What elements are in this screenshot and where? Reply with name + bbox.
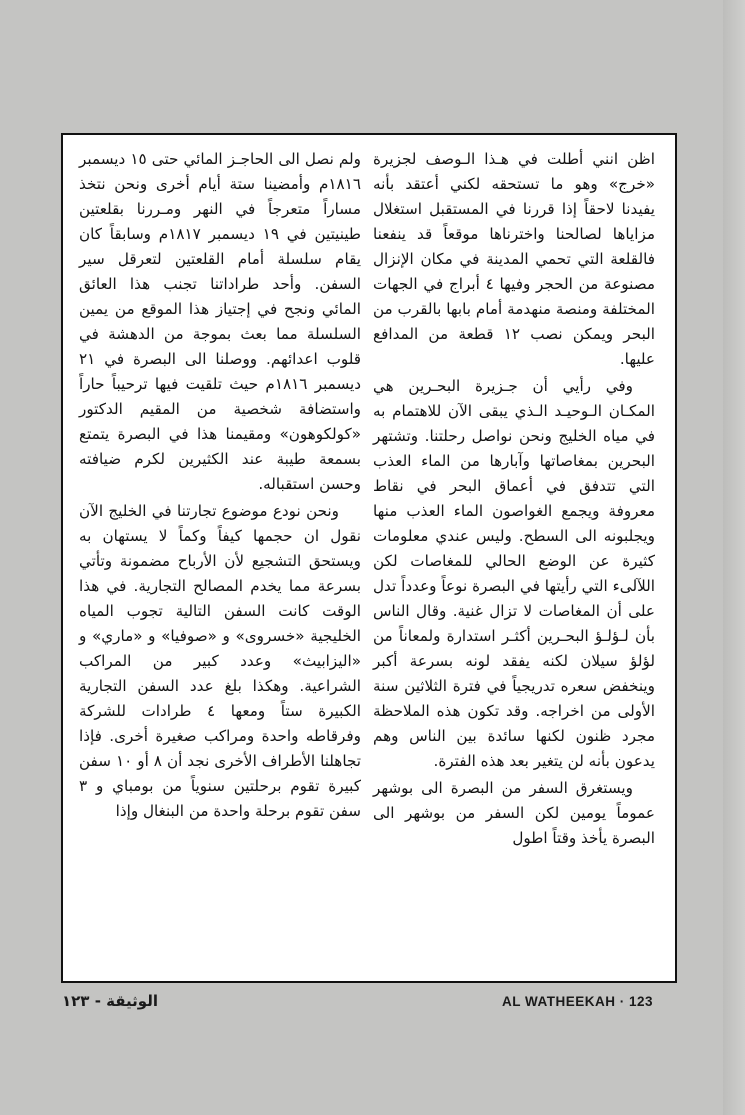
paragraph: ونحن نودع موضوع تجارتنا في الخليج الآن نقول ان حجمها كيفاً وكماً لا يستهان به ويستحق التشجيع لأن الأرباح مضمونة وتأتي بسرعة مما يخدم المصالح التجارية. في هذا الوقت كانت السفن التالية تجوب المياه الخليجية «خسروى» و «صوفيا» و «ماري» و «اليزابيث» وعدد كبير من المراكب الشراعية. وهكذا بلغ عدد السفن التجارية الكبيرة ستاً ومعها ٤ طرادات للشركة وفرقاطه واحدة ومراكب صغيرة أخرى. فإذا تجاهلنا الأطراف الأخرى نجد أن ٨ أو ١٠ سفن كبيرة تقوم برحلتين سنوياً من بومباي و ٣ سفن تقوم برحلة واحدة من البنغال وإذا	[79, 502, 361, 820]
paragraph: وفي رأيي أن جـزيرة البحـرين هي المكـان الـوحيـد الـذي يبقى الآن للاهتمام به في مياه الخليج ونحن نواصل رحلتنا. وتشتهر البحرين بمغاصاتها وآبارها من الماء العذب التي تتدفق في أعماق البحر في نقاط معروفة ويجمع الغواصون الماء العذب منها ويجلبونه الى السطح. وليس عندي معلومات كثيرة عن الوضع الحالي للمغاصات لكن اللآلىء التي رأيتها في البصرة نوعاً وعدداً تدل على أن المغاصات لا تزال غنية. وقال الناس بأن لـؤلـؤ البحـرين أكثـر استدارة ولمعاناً من لؤلؤ سيلان لكنه يفقد لونه بسرعة أكبر وينخفض سعره تدريجياً في فترة الثلاثين سنة الأولى من اخراجه. وقد تكون هذه الملاحظة مجرد ظنون لكنها سائدة بين الناس وهم يدعون بأنه لن يتغير بعد هذه الفترة.	[373, 377, 655, 770]
footer-latin: AL WATHEEKAH · 123	[501, 994, 653, 1009]
right-column	[373, 147, 655, 853]
article-frame	[61, 133, 677, 983]
footer-arabic: الوثيقة - ١٢٣	[62, 992, 158, 1010]
paragraph: اظن انني أطلت في هـذا الـوصف لجزيرة «خرج» وهو ما تستحقه لكني أعتقد بأنه يفيدنا لاحقاً إذا قررنا في المستقبل استغلال مزاياها لصالحنا واخترناها موقعاً قد ينفعنا فالقلعة التي تحمي المدينة في مكان الإنزال مصنوعة من الحجر وفيها ٤ أبراج في الجهات المختلفة ومنصة منهدمة أمام بابها بالقرب من البحر ويمكن نصب ١٢ قطعة من المدافع عليها.	[373, 150, 655, 368]
paragraph: ويستغرق السفر من البصرة الى بوشهر عموماً يومين لكن السفر من بوشهر الى البصرة يأخذ وقتاً اطول	[373, 779, 655, 847]
paragraph: ولم نصل الى الحاجـز المائي حتى ١٥ ديسمبر ١٨١٦م وأمضينا ستة أيام أخرى ونحن نتخذ مساراً متعرجاً في النهر ومـررنا بقلعتين طينيتين في ١٩ ديسمبر ١٨١٧م وسابقاً كان يقام سلسلة أمام القلعتين لتعرقل سير السفن. وأحد طراداتنا تجنب هذا العائق المائي ونجح في إجتياز هذا الموقع من يمين السلسلة مما بعث بموجة من الدهشة في قلوب اعدائهم. ووصلنا الى البصرة في ٢١ ديسمبر ١٨١٦م حيث تلقيت فيها ترحيباً حاراً واستضافة شخصية من المقيم الدكتور «كولكوهون» ومقيمنا هذا في البصرة يتمتع بسمعة طيبة عند الكثيرين لكرم ضيافته وحسن استقباله.	[79, 150, 362, 493]
left-column	[79, 147, 361, 826]
page-edge	[723, 0, 745, 1115]
